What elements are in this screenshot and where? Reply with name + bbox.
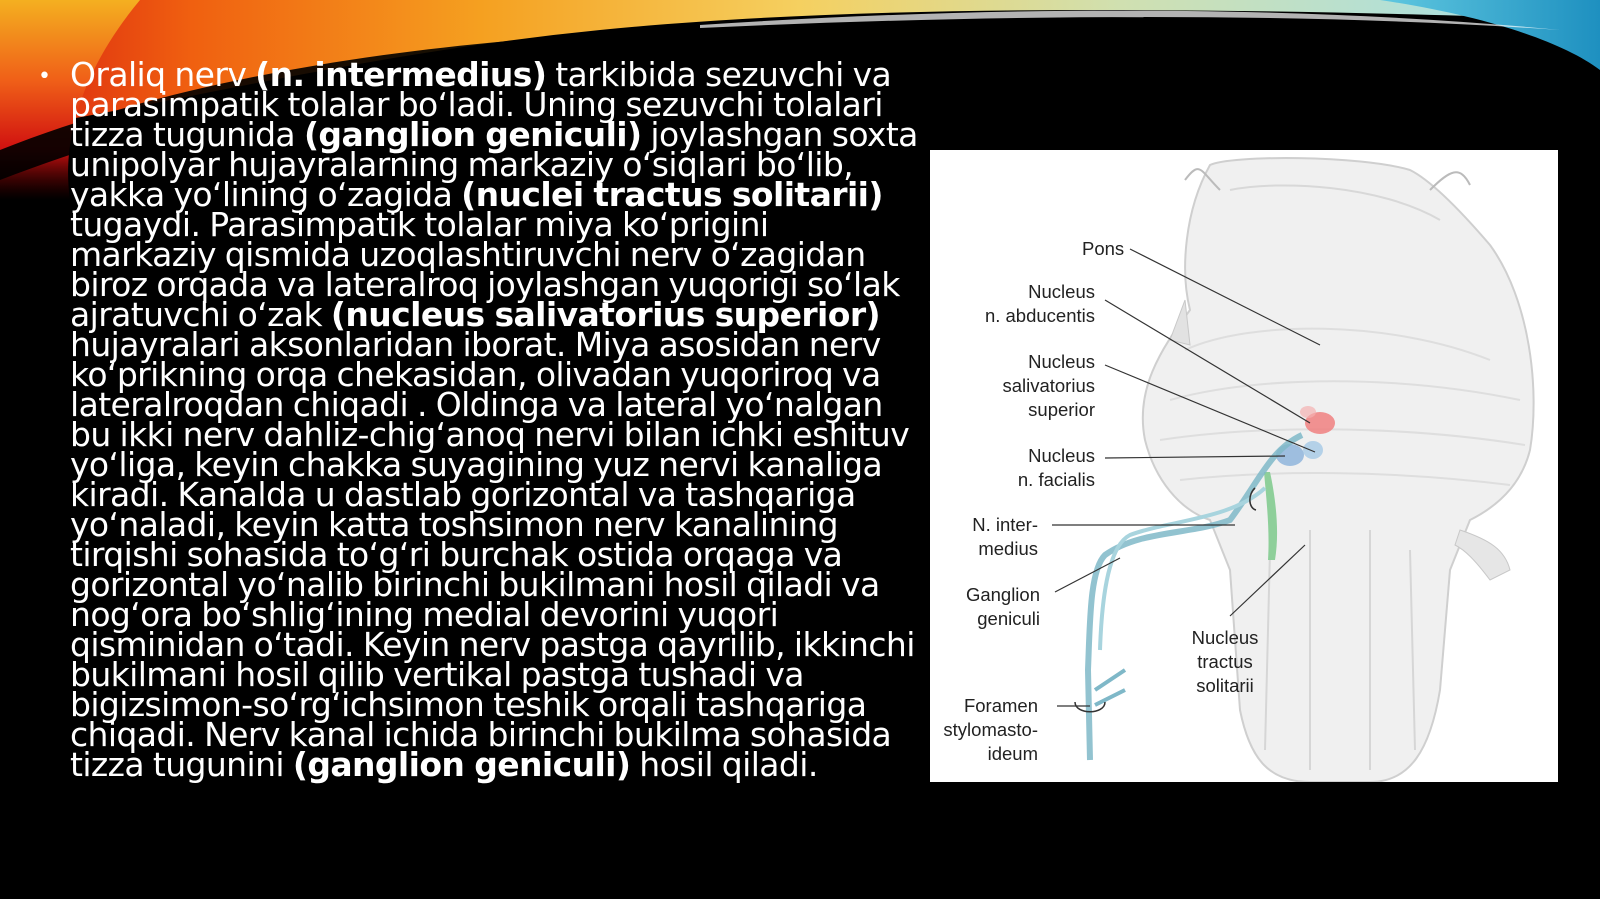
body-text-block bbox=[38, 55, 918, 784]
bold-term: (ganglion geniculi) bbox=[292, 745, 631, 784]
label-foramen-2: stylomasto- bbox=[943, 719, 1038, 740]
label-tractus-1: Nucleus bbox=[1191, 627, 1259, 648]
label-abducentis-2: n. abducentis bbox=[984, 305, 1095, 326]
bold-term: (ganglion geniculi) bbox=[303, 115, 642, 154]
label-salivatorius-1: Nucleus bbox=[1028, 351, 1095, 372]
label-tractus-2: tractus bbox=[1197, 651, 1253, 672]
main-paragraph bbox=[70, 55, 918, 784]
nucleus-abducentis-mark bbox=[1300, 406, 1316, 418]
brainstem-illustration bbox=[930, 150, 1558, 782]
label-facialis-2: n. facialis bbox=[1017, 469, 1095, 490]
label-intermedius-1: N. inter- bbox=[972, 514, 1038, 535]
bold-term: (n. intermedius) bbox=[255, 55, 547, 94]
bullet-icon: • bbox=[38, 64, 51, 89]
bold-term: (nuclei tractus solitarii) bbox=[461, 175, 883, 214]
label-facialis-1: Nucleus bbox=[1028, 445, 1095, 466]
label-intermedius-2: medius bbox=[978, 538, 1038, 559]
label-foramen-3: ideum bbox=[987, 743, 1038, 764]
label-salivatorius-3: superior bbox=[1028, 399, 1095, 420]
text-run: tarkibida sezuvchi va parasimpatik tolalar bo‘ladi. Uning sezuvchi tolalari tizza tugunida bbox=[70, 55, 892, 154]
nerve-branch bbox=[1095, 670, 1125, 705]
label-tractus-3: solitarii bbox=[1196, 675, 1254, 696]
text-run: tugaydi. Parasimpatik tolalar miya ko‘prigini markaziy qismida uzoqlashtiruvchi nerv o‘zagidan biroz orqada va lateralroq joylashgan yuqorigi so‘lak ajratuvchi o‘zak bbox=[70, 205, 900, 334]
bold-term: (nucleus salivatorius superior) bbox=[330, 295, 880, 334]
label-foramen-1: Foramen bbox=[963, 695, 1038, 716]
text-run: joylashgan soxta unipolyar hujayralarning markaziy o‘siqlari bo‘lib, yakka yo‘lining o‘zagida bbox=[70, 115, 918, 214]
text-run: hujayralari aksonlaridan iborat. Miya asosidan nerv ko‘prikning orqa chekasidan, olivadan yuqoriroq va lateralroqdan chiqadi . Oldinga va lateral yo‘nalgan bu ikki nerv dahliz-chig‘anoq nervi bilan ichki eshituv yo‘liga, keyin chakka suyagining yuz nervi kanaliga kiradi. Kanalda u dastlab gorizontal va tashqariga yo‘naladi, keyin katta toshsimon nerv kanalining tirqishi sohasida to‘g‘ri burchak ostida orqaga va gorizontal yo‘nalib birinchi bukilmani hosil qiladi va nog‘ora bo‘shlig‘ining medial devorini yuqori qisminidan o‘tadi. Keyin nerv pastga qayrilib, ikkinchi bukilmani hosil qilib vertikal pastga tushadi va bigizsimon-so‘rg‘ichsimon teshik orqali tashqariga chiqadi. Nerv kanal ichida birinchi bukilma sohasida tizza tugunini bbox=[70, 325, 915, 784]
brainstem-diagram bbox=[930, 150, 1558, 782]
label-salivatorius-2: salivatorius bbox=[1002, 375, 1095, 396]
nucleus-facialis-mark-2 bbox=[1303, 441, 1323, 459]
label-abducentis-1: Nucleus bbox=[1028, 281, 1095, 302]
text-run: Oraliq nerv bbox=[70, 55, 256, 94]
text-run: hosil qiladi. bbox=[630, 745, 818, 784]
label-pons: Pons bbox=[1082, 238, 1125, 259]
label-ganglion-2: geniculi bbox=[977, 608, 1040, 629]
label-ganglion-1: Ganglion bbox=[965, 584, 1040, 605]
